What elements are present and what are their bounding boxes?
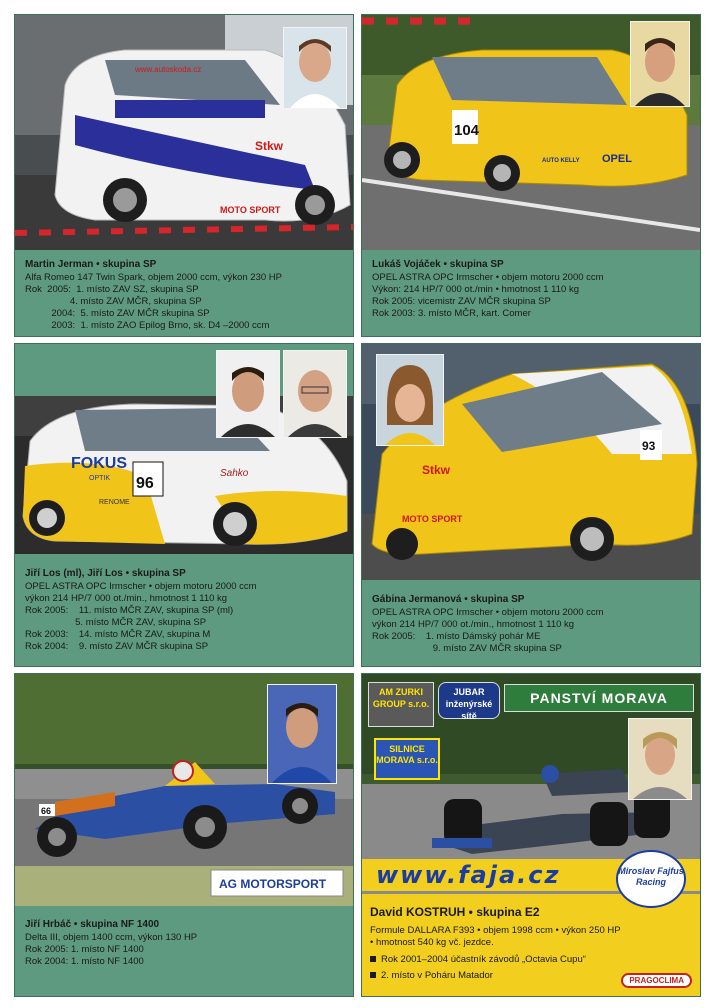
team-logo-text: Miroslav Fajfus Racing (618, 866, 684, 887)
driver-portrait (267, 684, 337, 784)
bullet-square-icon (370, 972, 376, 978)
card-line: Rok 2005: vicemistr ZAV MČR skupina SP (372, 296, 551, 307)
team-logo (616, 850, 686, 908)
driver-portrait (376, 354, 444, 446)
car-sticker: FOKUS (71, 455, 127, 472)
car-sticker: Stkw (422, 463, 451, 477)
card-line: OPEL ASTRA OPC Irmscher • objem motoru 2000 ccm (372, 607, 604, 618)
car-sticker: OPTIK (89, 475, 111, 482)
card-gabina-jermanova (361, 343, 701, 667)
sponsor-jubar: JUBAR inženýrské sítě (438, 682, 500, 719)
card-line: Rok 2003: 14. místo MČR ZAV, skupina M (25, 629, 211, 640)
card-jiri-los (14, 343, 354, 667)
achievement-item (370, 954, 694, 966)
card-line: Rok 2005: 1. místo Dámský pohár ME (372, 631, 541, 642)
card-line: Výkon: 214 HP/7 000 ot./min • hmotnost 1 110 kg (372, 284, 579, 295)
card-text (25, 259, 347, 332)
driver-portrait (630, 21, 690, 107)
achievement-text: Rok 2001–2004 účastník závodů „Octavia Cupu“ (381, 954, 586, 965)
sponsor-panstvi-morava: PANSTVÍ MORAVA (504, 684, 694, 712)
card-text (372, 259, 694, 320)
sponsor-logo: AG MOTORSPORT (219, 877, 327, 891)
card-line: 4. místo ZAV MČR, skupina SP (25, 296, 202, 307)
card-line: 2004: 5. místo ZAV MČR skupina SP (25, 308, 210, 319)
car-sticker: OPEL (602, 153, 632, 165)
driver-portrait (628, 718, 692, 800)
card-line: Rok 2005: 1. místo NF 1400 (25, 944, 144, 955)
featured-spec: Formule DALLARA F393 • objem 1998 ccm • výkon 250 HP (370, 925, 621, 936)
car-sticker: AUTO KELLY (542, 158, 580, 164)
car-number: 96 (136, 475, 154, 492)
card-line: Rok 2005: 11. místo MČR ZAV, skupina SP (ml) (25, 605, 234, 616)
driver-portrait (283, 27, 347, 109)
card-line: výkon 214 HP/7 000 ot./min., hmotnost 1 110 kg (25, 593, 228, 604)
card-title: Jiří Hrbáč • skupina NF 1400 (25, 919, 160, 930)
card-title: Gábina Jermanová • skupina SP (372, 594, 525, 605)
card-text (372, 594, 694, 655)
sponsor-silnice-morava: SILNICE MORAVA s.r.o. (374, 738, 440, 780)
card-title: Jiří Los (ml), Jiří Los • skupina SP (25, 568, 186, 579)
pragoclima-logo (621, 973, 692, 988)
card-line: OPEL ASTRA OPC Irmscher • objem motoru 2000 ccm (25, 581, 257, 592)
car-sticker: Sahko (220, 468, 249, 479)
achievement-text: 2. místo v Poháru Matador (381, 970, 493, 981)
card-line: 2003: 1. místo ZAO Epilog Brno, sk. D4 –2000 ccm (25, 320, 270, 331)
pragoclima-text: PRAGOCLIMA (629, 976, 684, 985)
card-lukas-vojacek (361, 14, 701, 337)
card-martin-jerman (14, 14, 354, 337)
featured-title: David KOSTRUH • skupina E2 (370, 905, 540, 919)
card-jiri-hrbac (14, 673, 354, 997)
website-url[interactable]: www.faja.cz (376, 861, 561, 889)
card-title: Lukáš Vojáček • skupina SP (372, 259, 504, 270)
card-line: výkon 214 HP/7 000 ot./min., hmotnost 1 110 kg (372, 619, 575, 630)
car-sticker: MOTO SPORT (220, 205, 281, 215)
card-line: 9. místo ZAV MČR skupina SP (372, 643, 562, 654)
card-line: 5. místo MČR ZAV, skupina SP (25, 617, 207, 628)
car-sticker: www.autoskoda.cz (135, 65, 202, 74)
featured-weight: • hmotnost 540 kg vč. jezdce. (370, 937, 494, 948)
card-line: Delta III, objem 1400 ccm, výkon 130 HP (25, 932, 198, 943)
card-line: Rok 2005: 1. místo ZAV SZ, skupina SP (25, 284, 199, 295)
car-number: 104 (454, 122, 480, 139)
card-line: Rok 2003: 3. místo MČR, kart. Comer (372, 308, 531, 319)
card-line: Rok 2004: 1. místo NF 1400 (25, 956, 144, 967)
card-line: OPEL ASTRA OPC Irmscher • objem motoru 2000 ccm (372, 272, 604, 283)
driver-portrait (283, 350, 347, 438)
card-text (25, 919, 347, 968)
car-sticker: RENOME (99, 499, 130, 506)
car-number: 93 (642, 439, 656, 453)
card-text (25, 568, 347, 653)
card-david-kostruh (361, 673, 701, 997)
car-sticker: MOTO SPORT (402, 514, 463, 524)
card-line: Rok 2004: 9. místo ZAV MČR skupina SP (25, 641, 209, 652)
card-line: Alfa Romeo 147 Twin Spark, objem 2000 ccm, výkon 230 HP (25, 272, 282, 283)
car-sticker: Stkw (255, 139, 284, 153)
bullet-square-icon (370, 956, 376, 962)
sponsor-amzurki: AM ZURKI GROUP s.r.o. (368, 682, 434, 727)
card-title: Martin Jerman • skupina SP (25, 259, 157, 270)
car-number: 66 (41, 806, 52, 816)
driver-portrait (216, 350, 280, 438)
featured-text (370, 906, 694, 982)
